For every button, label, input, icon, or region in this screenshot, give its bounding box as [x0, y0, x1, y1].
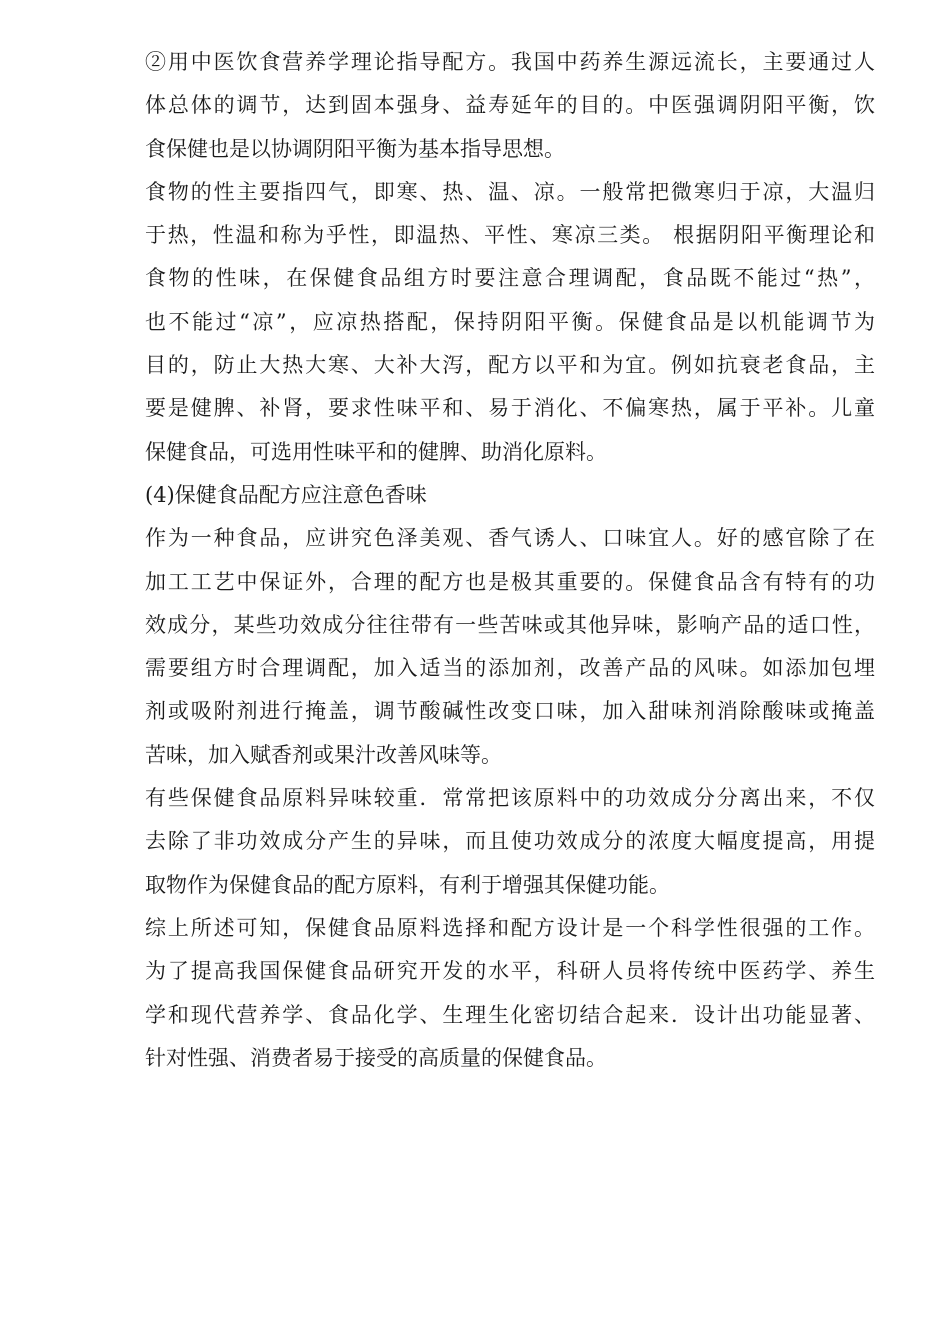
text-line: 作为一种食品，应讲究色泽美观、香气诱人、口味宜人。好的感官除了在 — [145, 526, 875, 551]
text-line: ②用中医饮食营养学理论指导配方。我国中药养生源远流长，主要通过人 — [145, 50, 875, 74]
text-line: 加工工艺中保证外，合理的配方也是极其重要的。保健食品含有特有的功 — [145, 569, 875, 594]
paragraph-extraction — [145, 777, 875, 907]
text-line: 保健食品，可选用性味平和的健脾、助消化原料。 — [145, 439, 607, 464]
text-line: 综上所述可知，保健食品原料选择和配方设计是一个科学性很强的工作。 — [145, 915, 875, 940]
paragraph-food-nature — [145, 171, 875, 474]
paragraph-conclusion — [145, 907, 875, 1080]
text-line: 为了提高我国保健食品研究开发的水平，科研人员将传统中医药学、养生 — [145, 959, 875, 984]
text-line: 食保健也是以协调阴阳平衡为基本指导思想。 — [145, 136, 565, 161]
text-line: 目的，防止大热大寒、大补大泻，配方以平和为宜。例如抗衰老食品，主 — [145, 353, 875, 378]
section-heading: (4)保健食品配方应注意色香味 — [145, 482, 427, 507]
text-line: 要是健脾、补肾，要求性味平和、易于消化、不偏寒热，属于平补。儿童 — [145, 396, 875, 421]
text-line: 效成分，某些功效成分往往带有一些苦味或其他异味，影响产品的适口性， — [145, 612, 875, 637]
text-line: 于热，性温和称为乎性，即温热、平性、寒凉三类。 根据阴阳平衡理论和 — [145, 223, 875, 248]
text-line: 取物作为保健食品的配方原料，有利于增强其保健功能。 — [145, 872, 670, 897]
text-line: 有些保健食品原料异味较重．常常把该原料中的功效成分分离出来，不仅 — [145, 786, 875, 811]
paragraph-tcm-theory — [145, 41, 875, 171]
text-line: 需要组方时合理调配，加入适当的添加剂，改善产品的风味。如添加包埋 — [145, 656, 875, 681]
text-line: 针对性强、消费者易于接受的高质量的保健食品。 — [145, 1045, 607, 1070]
section-heading-color-aroma-taste — [145, 474, 875, 517]
text-line: 去除了非功效成分产生的异味，而且使功效成分的浓度大幅度提高，用提 — [145, 829, 875, 854]
text-line: 食物的性味，在保健食品组方时要注意合理调配，食品既不能过“热”， — [145, 266, 875, 291]
text-line: 也不能过“凉”，应凉热搭配，保持阴阳平衡。保健食品是以机能调节为 — [145, 309, 875, 334]
text-line: 剂或吸附剂进行掩盖，调节酸碱性改变口味，加入甜味剂消除酸味或掩盖 — [145, 699, 875, 724]
text-line: 体总体的调节，达到固本强身、益寿延年的目的。中医强调阴阳平衡，饮 — [145, 93, 875, 118]
text-line: 食物的性主要指四气，即寒、热、温、凉。一般常把微寒归于凉，大温归 — [145, 179, 875, 204]
text-line: 苦味，加入赋香剂或果汁改善风味等。 — [145, 742, 502, 767]
text-line: 学和现代营养学、食品化学、生理生化密切结合起来．设计出功能显著、 — [145, 1002, 875, 1027]
paragraph-sensory-quality — [145, 517, 875, 777]
document-body — [145, 41, 875, 1080]
